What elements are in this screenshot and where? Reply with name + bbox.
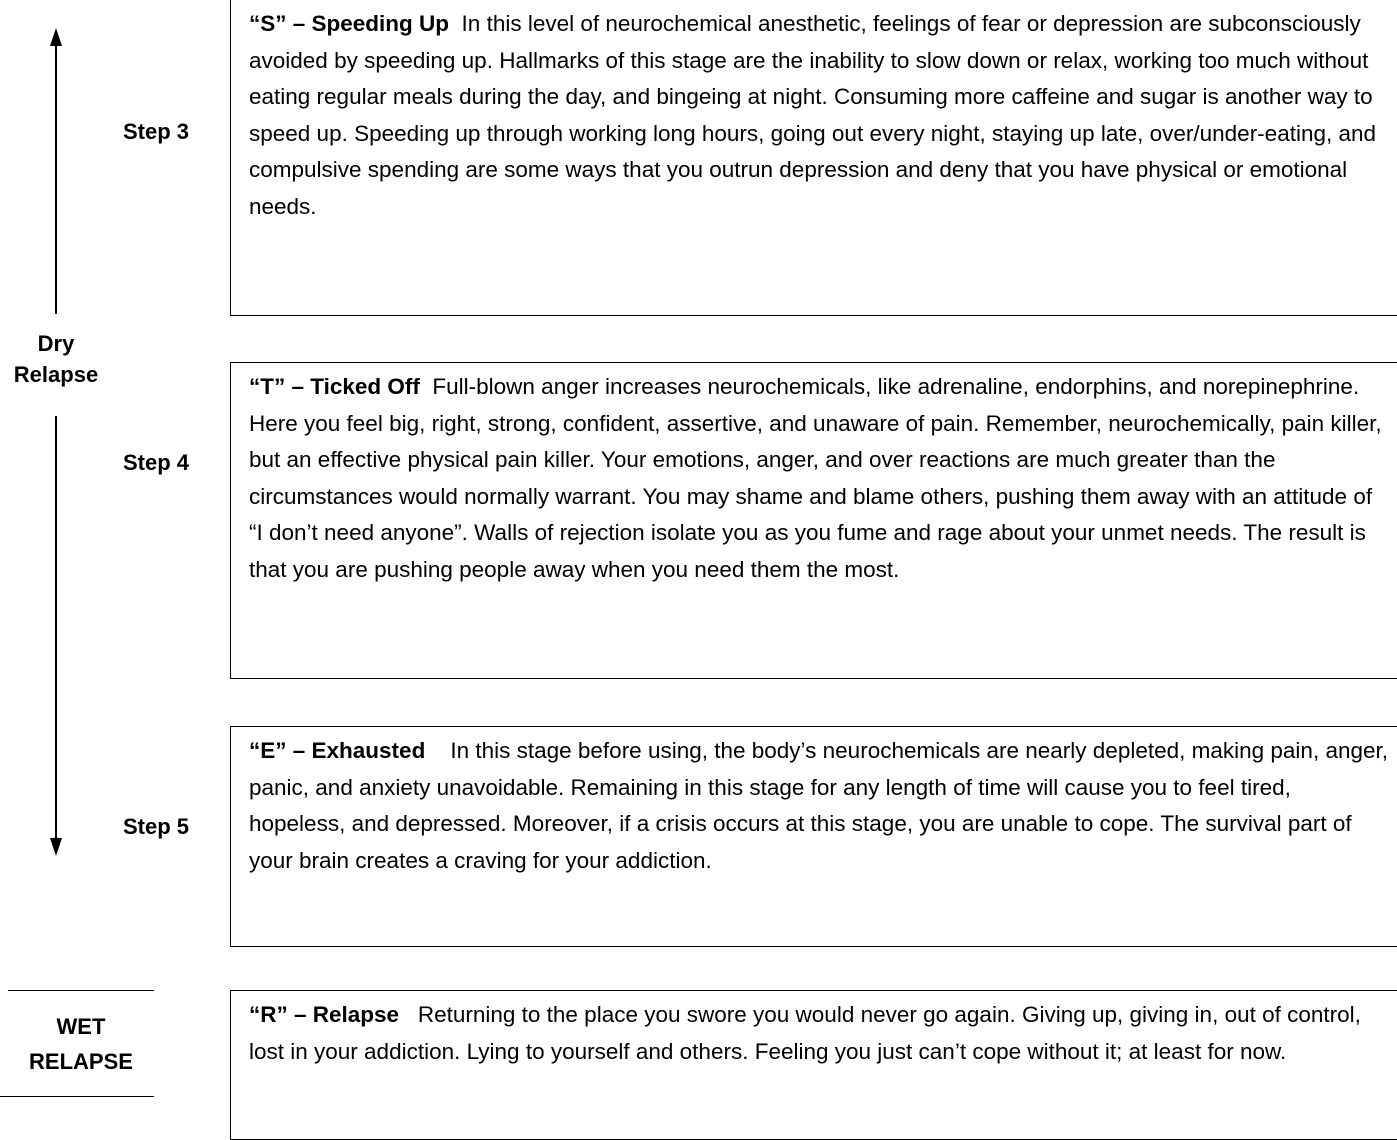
step-3-label: Step 3 [123, 119, 190, 144]
relapse-box [230, 990, 1397, 1140]
step-5-heading: “E” – Exhausted [249, 738, 426, 763]
dry-relapse-label [0, 328, 112, 390]
step-3-box [230, 0, 1397, 316]
step-4-heading: “T” – Ticked Off [249, 374, 420, 399]
wet-relapse-label-line1: WET [56, 1014, 106, 1039]
relapse-body: Returning to the place you swore you would never go again. Giving up, giving in, out of control, lost in your addiction. Lying to yourself and others. Feeling you just can’t cope without it; at least for now. [249, 1002, 1361, 1064]
dry-relapse-label-line1: Dry [37, 331, 75, 356]
step-5-body: In this stage before using, the body’s neurochemicals are nearly depleted, making pain, anger, panic, and anxiety unavoidable. Remaining in this stage for any length of time will cause you to feel tired, hopeless, and depressed. Moreover, if a crisis occurs at this stage, you are unable to cope. The survival part of your brain creates a craving for your addiction. [249, 738, 1389, 873]
step-5-label: Step 5 [123, 814, 190, 839]
wet-relapse-top-rule [8, 990, 154, 991]
step-4-body: Full-blown anger increases neurochemicals, like adrenaline, endorphins, and norepinephrine. Here you feel big, right, strong, confident, assertive, and unaware of pain. Remember, neurochemically, pain killer, but an effective physical pain killer. Your emotions, anger, and over reactions are much greater than the circumstances would normally warrant. You may shame and blame others, pushing them away with an attitude of “I don’t need anyone”. Walls of rejection isolate you as you fume and rage about your unmet needs. The result is that you are pushing people away when you need them the most. [249, 374, 1382, 582]
step-4-label: Step 4 [123, 450, 190, 475]
arrow-up-head-icon [50, 28, 62, 46]
step-4-box [230, 362, 1397, 679]
arrow-down-head-icon [50, 838, 62, 856]
relapse-heading: “R” – Relapse [249, 1002, 400, 1027]
wet-relapse-label-line2: RELAPSE [29, 1049, 133, 1074]
wet-relapse-label [8, 1009, 154, 1079]
wet-relapse-bottom-rule [0, 1096, 154, 1097]
step-5-box [230, 726, 1397, 947]
step-3-body: In this level of neurochemical anesthetic, feelings of fear or depression are subconsciously avoided by speeding up. Hallmarks of this stage are the inability to slow down or relax, working too much without eating regular meals during the day, and bingeing at night. Consuming more caffeine and sugar is another way to speed up. Speeding up through working long hours, going out every night, staying up late, over/under-eating, and compulsive spending are some ways that you outrun depression and deny that you have physical or emotional needs. [249, 11, 1377, 219]
step-3-heading: “S” – Speeding Up [249, 11, 450, 36]
dry-relapse-label-line2: Relapse [13, 362, 99, 387]
